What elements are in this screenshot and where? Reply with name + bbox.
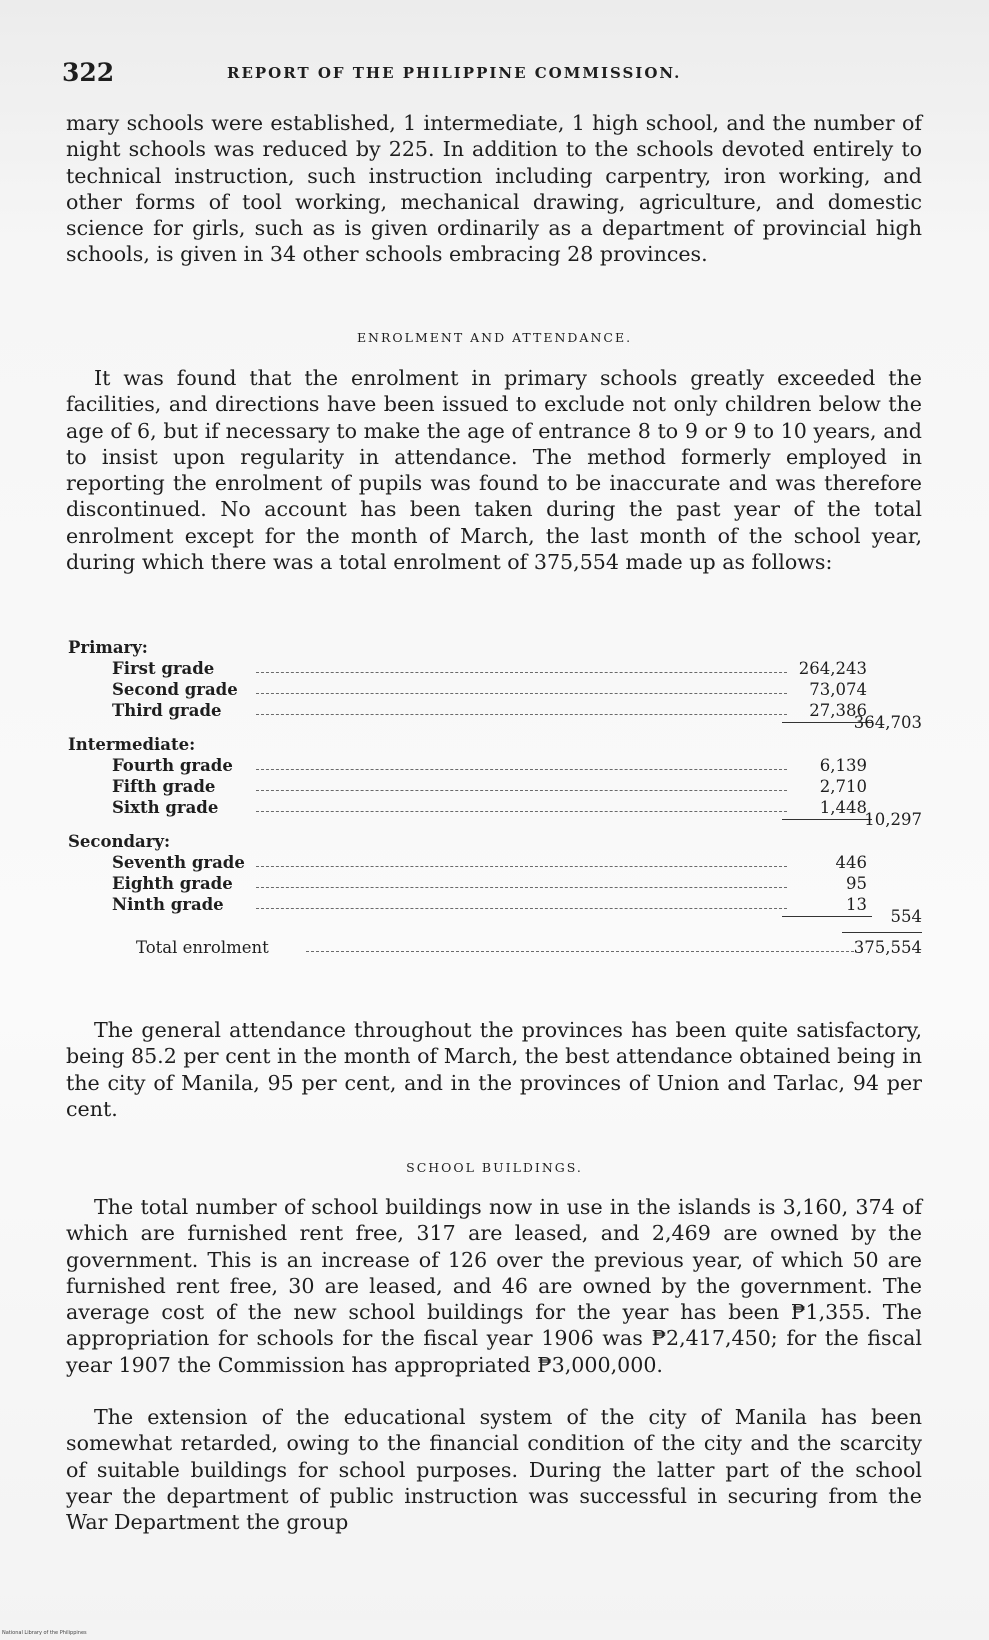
- subtotal-row: [66, 713, 922, 734]
- subtotal-value: 364,703: [853, 713, 922, 732]
- enrolment-table: [66, 638, 922, 998]
- total-label: Total enrolment: [136, 938, 269, 957]
- leader-dots: [256, 769, 787, 770]
- page-number: 322: [62, 58, 115, 87]
- table-row: [66, 874, 922, 895]
- grade-label: Third grade: [112, 701, 222, 720]
- paragraph-school-buildings: The total number of school buildings now in use in the islands is 3,160, 374 of which are furnished rent free, 317 are leased, and 2,469 are owned by the government. This is an increase of 126 over the previous year, of which 50 are furnished rent free, 30 are leased, and 46 are owned by the government. The average cost of the new school buildings for the year has been ₱1,355. The appropriation for schools for the fiscal year 1906 was ₱2,417,450; for the fiscal year 1907 the Commission has appropriated ₱3,000,000.: [66, 1195, 922, 1377]
- grade-value: 446: [835, 853, 867, 872]
- leader-dots: [256, 790, 787, 791]
- group-intermediate: [66, 735, 922, 756]
- leader-dots: [256, 887, 787, 888]
- grade-value: 1,448: [819, 798, 867, 817]
- total-row: [66, 938, 922, 959]
- subtotal-value: 10,297: [864, 810, 922, 829]
- table-row: [66, 680, 922, 701]
- grade-label: Fourth grade: [112, 756, 233, 775]
- page-header: [62, 58, 922, 92]
- heading-enrolment: ENROLMENT AND ATTENDANCE.: [356, 330, 633, 345]
- subtotal-rule: [782, 916, 872, 917]
- subtotal-value: 554: [890, 907, 922, 926]
- grade-value: 95: [846, 874, 867, 893]
- total-value: 375,554: [853, 938, 922, 957]
- leader-dots: [256, 693, 787, 694]
- table-row: [66, 777, 922, 798]
- grade-label: Eighth grade: [112, 874, 233, 893]
- subtotal-row: [66, 907, 922, 928]
- grade-label: Fifth grade: [112, 777, 216, 796]
- group-label: Intermediate:: [68, 735, 196, 754]
- running-head: REPORT OF THE PHILIPPINE COMMISSION.: [227, 64, 682, 82]
- grade-label: Ninth grade: [112, 895, 224, 914]
- grade-value: 27,386: [809, 701, 867, 720]
- subtotal-row: [66, 810, 922, 831]
- table-row: [66, 659, 922, 680]
- grade-value: 73,074: [809, 680, 867, 699]
- paragraph-technical-instruction: mary schools were established, 1 intermediate, 1 high school, and the number of night schools was reduced by 225. In addition to the schools devoted entirely to technical instruction, such instruction including carpentry, iron working, and other forms of tool working, mechanical drawing, agriculture, and domestic science for girls, such as is given ordinarily as a department of provincial high schools, is given in 34 other schools embracing 28 provinces.: [66, 111, 922, 267]
- table-row: [66, 756, 922, 777]
- group-label: Primary:: [68, 638, 148, 657]
- leader-dots: [256, 672, 787, 673]
- grade-label: Seventh grade: [112, 853, 245, 872]
- paragraph-attendance: The general attendance throughout the provinces has been quite satisfactory, being 85.2 per cent in the month of March, the best attendance obtained being in the city of Manila, 95 per cent, and in the provinces of Union and Tarlac, 94 per cent.: [66, 1018, 922, 1121]
- group-secondary: [66, 832, 922, 853]
- grade-value: 2,710: [819, 777, 867, 796]
- group-primary: [66, 638, 922, 659]
- grade-label: First grade: [112, 659, 215, 678]
- paragraph-enrolment: It was found that the enrolment in primary schools greatly exceeded the facilities, and directions have been issued to exclude not only children below the age of 6, but if necessary to make the age of entrance 8 to 9 or 9 to 10 years, and to insist upon regularity in attendance. The method formerly employed in reporting the enrolment of pupils was found to be inaccurate and was therefore discontinued. No account has been taken during the past year of the total enrolment except for the month of March, the last month of the school year, during which there was a total enrolment of 375,554 made up as follows:: [66, 366, 922, 575]
- grade-value: 13: [846, 895, 867, 914]
- heading-school-buildings: SCHOOL BUILDINGS.: [406, 1160, 583, 1175]
- table-row: [66, 853, 922, 874]
- paragraph-manila-extension: The extension of the educational system of the city of Manila has been somewhat retarded, owing to the financial condition of the city and the scarcity of suitable buildings for school purposes. During the latter part of the school year the department of public instruction was successful in securing from the War Department the group: [66, 1405, 922, 1535]
- group-label: Secondary:: [68, 832, 171, 851]
- grade-value: 264,243: [798, 659, 867, 678]
- leader-dots: [306, 951, 854, 952]
- subtotal-rule: [782, 819, 872, 820]
- grade-value: 6,139: [819, 756, 867, 775]
- grade-label: Second grade: [112, 680, 238, 699]
- grade-label: Sixth grade: [112, 798, 219, 817]
- leader-dots: [256, 866, 787, 867]
- total-rule: [842, 932, 922, 933]
- scan-credit: National Library of the Philippines: [2, 1630, 87, 1636]
